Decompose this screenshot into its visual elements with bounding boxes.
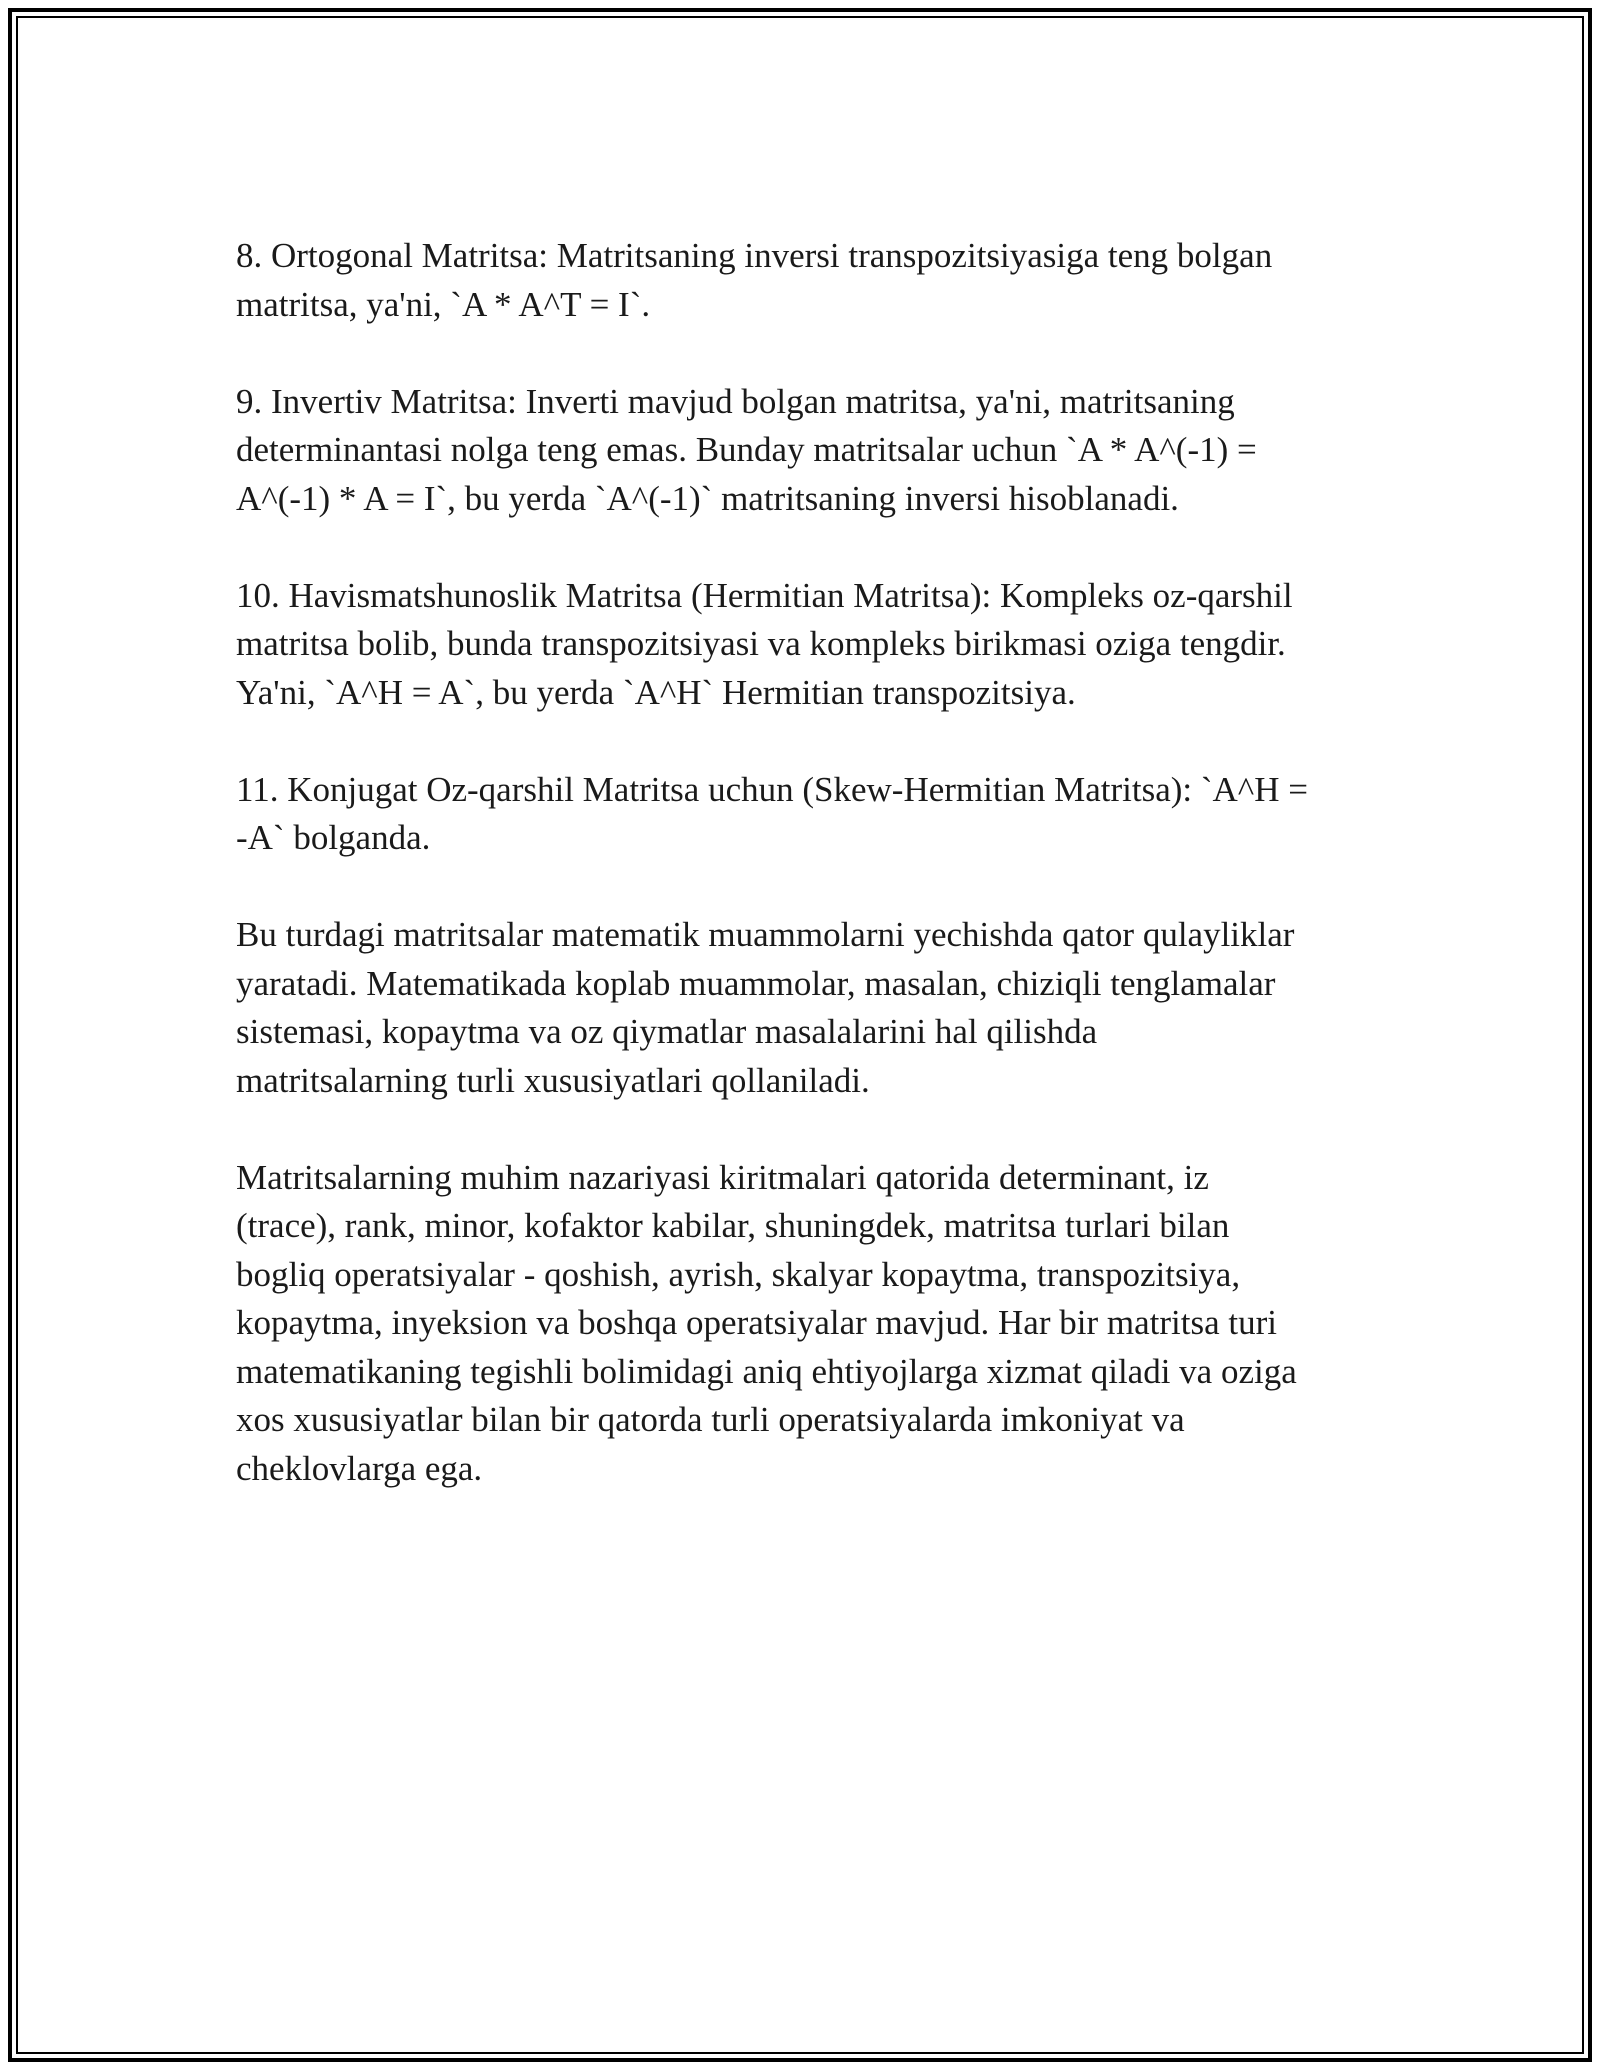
paragraph-matrix-theory: Matritsalarning muhim nazariyasi kiritmalari qatorida determinant, iz (trace), rank, minor, kofaktor kabilar, shuningdek, matritsa turlari bilan bogliq operatsiyalar - qoshish, ayrish, skalyar kopaytma, transpozitsiya, kopaytma, inyeksion va boshqa operatsiyalar mavjud. Har bir matritsa turi matematikaning tegishli bolimidagi aniq ehtiyojlarga xizmat qiladi va oziga xos xususiyatlar bilan bir qatorda turli operatsiyalarda imkoniyat va cheklovlarga ega. bbox=[236, 1157, 1297, 1488]
paragraph-skew-hermitian-matrix: 11. Konjugat Oz-qarshil Matritsa uchun (Skew-Hermitian Matritsa): `A^H = -A` bolganda. bbox=[236, 769, 1308, 857]
paragraph-invertible-matrix: 9. Invertiv Matritsa: Inverti mavjud bolgan matritsa, ya'ni, matritsaning determinantasi nolga teng emas. Bunday matritsalar uchun `A * A^(-1) = A^(-1) * A = I`, bu yerda `A^(-1)` matritsaning inversi hisoblanadi. bbox=[236, 381, 1257, 518]
paragraph-hermitian-matrix: 10. Havismatshunoslik Matritsa (Hermitian Matritsa): Kompleks oz-qarshil matritsa bolib, bunda transpozitsiyasi va kompleks birikmasi oziga tengdir. Ya'ni, `A^H = A`, bu yerda `A^H` Hermitian transpozitsiya. bbox=[236, 575, 1293, 712]
paragraph-summary: Bu turdagi matritsalar matematik muammolarni yechishda qator qulayliklar yaratadi. Matematikada koplab muammolar, masalan, chiziqli tenglamalar sistemasi, kopaytma va oz qiymatlar masalalarini hal qilishda matritsalarning turli xususiyatlari qollaniladi. bbox=[236, 915, 1295, 1100]
paragraph-orthogonal-matrix: 8. Ortogonal Matritsa: Matritsaning inversi transpozitsiyasiga teng bolgan matritsa, ya'ni, `A * A^T = I`. bbox=[236, 236, 1273, 324]
document-body bbox=[236, 232, 1366, 1542]
